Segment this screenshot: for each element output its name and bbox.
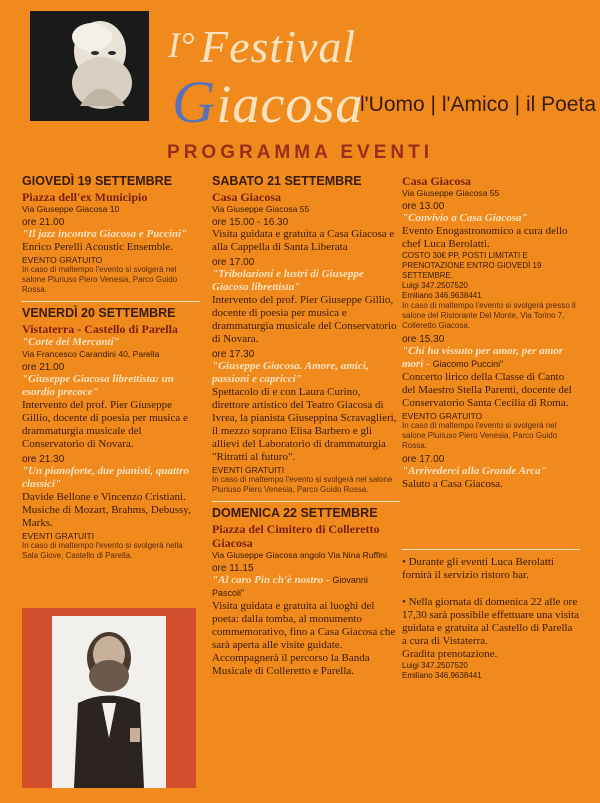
title-giacosa-initial: G — [172, 69, 217, 135]
title-festival: Festival — [200, 21, 357, 72]
event-time: ore 21.00 — [22, 217, 65, 228]
weather-note: In caso di maltempo l'evento si svolgerà nel salone Pluriuso Piero Venesia, Parco Guido Rossa. — [22, 265, 178, 294]
event-time: ore 17.30 — [212, 349, 255, 360]
venue: Casa Giacosa — [212, 190, 281, 204]
day-heading: GIOVEDÌ 19 SETTEMBRE — [22, 174, 173, 188]
header — [0, 0, 600, 140]
title-giacosa — [172, 68, 363, 137]
event-time: ore 11.15 — [212, 563, 254, 574]
event-description: Intervento del prof. Pier Giuseppe Gillio, docente di poesia per musica e drammaturgia musicale del Conservatorio di Novara. — [212, 294, 397, 345]
column-2 — [212, 174, 400, 678]
event-title — [402, 345, 580, 371]
event-title: "Arrivederci alla Grande Arca" — [402, 465, 547, 477]
divider — [402, 549, 580, 550]
event-time: ore 15.00 - 16.30 — [212, 217, 289, 228]
divider — [212, 501, 400, 502]
weather-note: In caso di maltempo l'evento si svolgerà nel salone Pluriuso Piero Venesia, Parco Guido Rossa. — [402, 421, 558, 450]
contact-emiliano: Emiliano 346.9638441 — [402, 291, 482, 300]
event-time: ore 21.30 — [22, 454, 65, 465]
event-description: Visita guidata e gratuita ai luoghi del poeta: dalla tomba, al monumento commemorativo, fino a Casa Giacosa che sarà aperta alle visite guidate. Accompagnerà il percorso la Banda Musicale di Colleretto e Parella. — [212, 600, 396, 677]
event-title-text: "Al caro Pin ch'è nostro - — [212, 574, 330, 586]
event-description: Spettacolo di e con Laura Curino, direttore artistico del Teatro Giacosa di Ivrea, la pianista Giuseppina Scravaglieri, il mezzo soprano Elisa Barbero e gli allievi del Laboratorio di drammaturgia "Ritratti al futuro". — [212, 386, 397, 463]
event-title: "Convivio a Casa Giacosa" — [402, 212, 528, 224]
event-description: Enrico Perelli Acoustic Ensemble. — [22, 241, 173, 253]
info-bullet-visit: • Nella giornata di domenica 22 alle ore 17,30 sarà possibile effettuare una visita guidata e gratuita al Castello di Parella a cura di Vistaterra. — [402, 596, 579, 647]
venue: Piazza dell'ex Municipio — [22, 190, 148, 204]
venue: Piazza del Cimitero di Colleretto Giacosa — [212, 522, 380, 550]
title-giacosa-rest: iacosa — [216, 74, 364, 134]
address: Via Giuseppe Giacosa 55 — [212, 204, 310, 214]
info-bullet-bar: • Durante gli eventi Luca Berolatti fornirà il servizio ristoro bar. — [402, 556, 554, 581]
event-time: ore 17.00 — [402, 454, 445, 465]
address: Via Francesco Carandini 40, Parella — [22, 349, 160, 359]
event-time: ore 21.00 — [22, 362, 65, 373]
cost-note: COSTO 30€ PP, POSTI LIMITATI E PRENOTAZIONE ENTRO GIOVEDÌ 19 SETTEMBRE. — [402, 251, 542, 280]
column-1 — [22, 174, 200, 561]
venue-subtitle: "Corte dei Mercanti" — [22, 336, 120, 348]
event-time: ore 13.00 — [402, 201, 445, 212]
portrait-giacosa-logo — [30, 11, 149, 121]
event-title-text: "Chi ha vissuto per amor, per amor morì - — [402, 345, 564, 370]
weather-note: In caso di maltempo l'evento si svolgerà presso il salone del Ristorante Del Monte, Via Torino 7, Colleretto Giacosa. — [402, 301, 576, 330]
event-title: "Giuseppe Giacosa librettista: un esordio precoce" — [22, 373, 174, 398]
event-description: Visita guidata e gratuita a Casa Giacosa e alla Cappella di Santa Liberata — [212, 228, 395, 253]
event-description: Saluto a Casa Giacosa. — [402, 478, 503, 490]
event-title: "Il jazz incontra Giacosa e Puccini" — [22, 228, 188, 240]
venue: Casa Giacosa — [402, 174, 471, 188]
event-title: "Tribolazioni e lustri di Giuseppe Giacosa librettista" — [212, 268, 364, 293]
day-heading: VENERDÌ 20 SETTEMBRE — [22, 306, 176, 320]
event-description: Davide Bellone e Vincenzo Cristiani. Musiche di Mozart, Brahms, Debussy, Marks. — [22, 491, 191, 529]
day-heading: DOMENICA 22 SETTEMBRE — [212, 506, 378, 520]
address: Via Giuseppe Giacosa 10 — [22, 204, 120, 214]
event-author: Giovanni Pascoli" — [212, 575, 368, 598]
free-label: EVENTO GRATUITO — [402, 411, 483, 421]
photo-giacosa-standing — [22, 608, 196, 788]
day-heading: SABATO 21 SETTEMBRE — [212, 174, 362, 188]
event-description: Intervento del prof. Pier Giuseppe Gillio, docente di poesia per musica e drammaturgia musicale del Conservatorio di Novara. — [22, 399, 188, 450]
contact-luigi: Luigi 347.2507520 — [402, 661, 468, 670]
event-title: "Un pianoforte, due pianisti, quattro classici" — [22, 465, 189, 490]
event-title — [212, 574, 400, 600]
free-label: EVENTI GRATUITI — [22, 531, 95, 541]
address: Via Giuseppe Giacosa angolo Via Nina Ruffini — [212, 550, 387, 560]
address: Via Giuseppe Giacosa 55 — [402, 188, 500, 198]
event-time: ore 15.30 — [402, 334, 445, 345]
weather-note: In caso di maltempo l'evento si svolgerà nella Sala Giove, Castello di Parella. — [22, 541, 183, 560]
event-time: ore 17.00 — [212, 257, 255, 268]
edition-number: I° — [168, 25, 195, 65]
event-author: Giacomo Puccini" — [432, 359, 504, 369]
venue: Vistaterra - Castello di Parella — [22, 322, 178, 336]
contact-luigi: Luigi 347.2507520 — [402, 281, 468, 290]
programma-title: PROGRAMMA EVENTI — [167, 142, 433, 163]
event-description: Evento Enogastronomico a cura dello chef Luca Berolatti. — [402, 225, 568, 250]
event-title: "Giuseppe Giacosa. Amore, amici, passioni e capricci" — [212, 360, 369, 385]
free-label: EVENTI GRATUITI — [212, 465, 285, 475]
divider — [22, 301, 200, 302]
event-description: Concerto lirico della Classe di Canto del Maestro Stella Parenti, docente del Conservatorio Santa Cecilia di Roma. — [402, 371, 572, 409]
contact-emiliano: Emiliano 346.9638441 — [402, 671, 482, 680]
weather-note: In caso di maltempo l'evento si svolgerà nel salone Pluriuso Piero Venesia, Parco Guido Rossa. — [212, 475, 393, 494]
booking-note: Gradita prenotazione. — [402, 648, 498, 660]
tagline: l'Uomo | l'Amico | il Poeta — [360, 93, 597, 116]
column-3 — [402, 174, 580, 681]
free-label: EVENTO GRATUITO — [22, 255, 103, 265]
